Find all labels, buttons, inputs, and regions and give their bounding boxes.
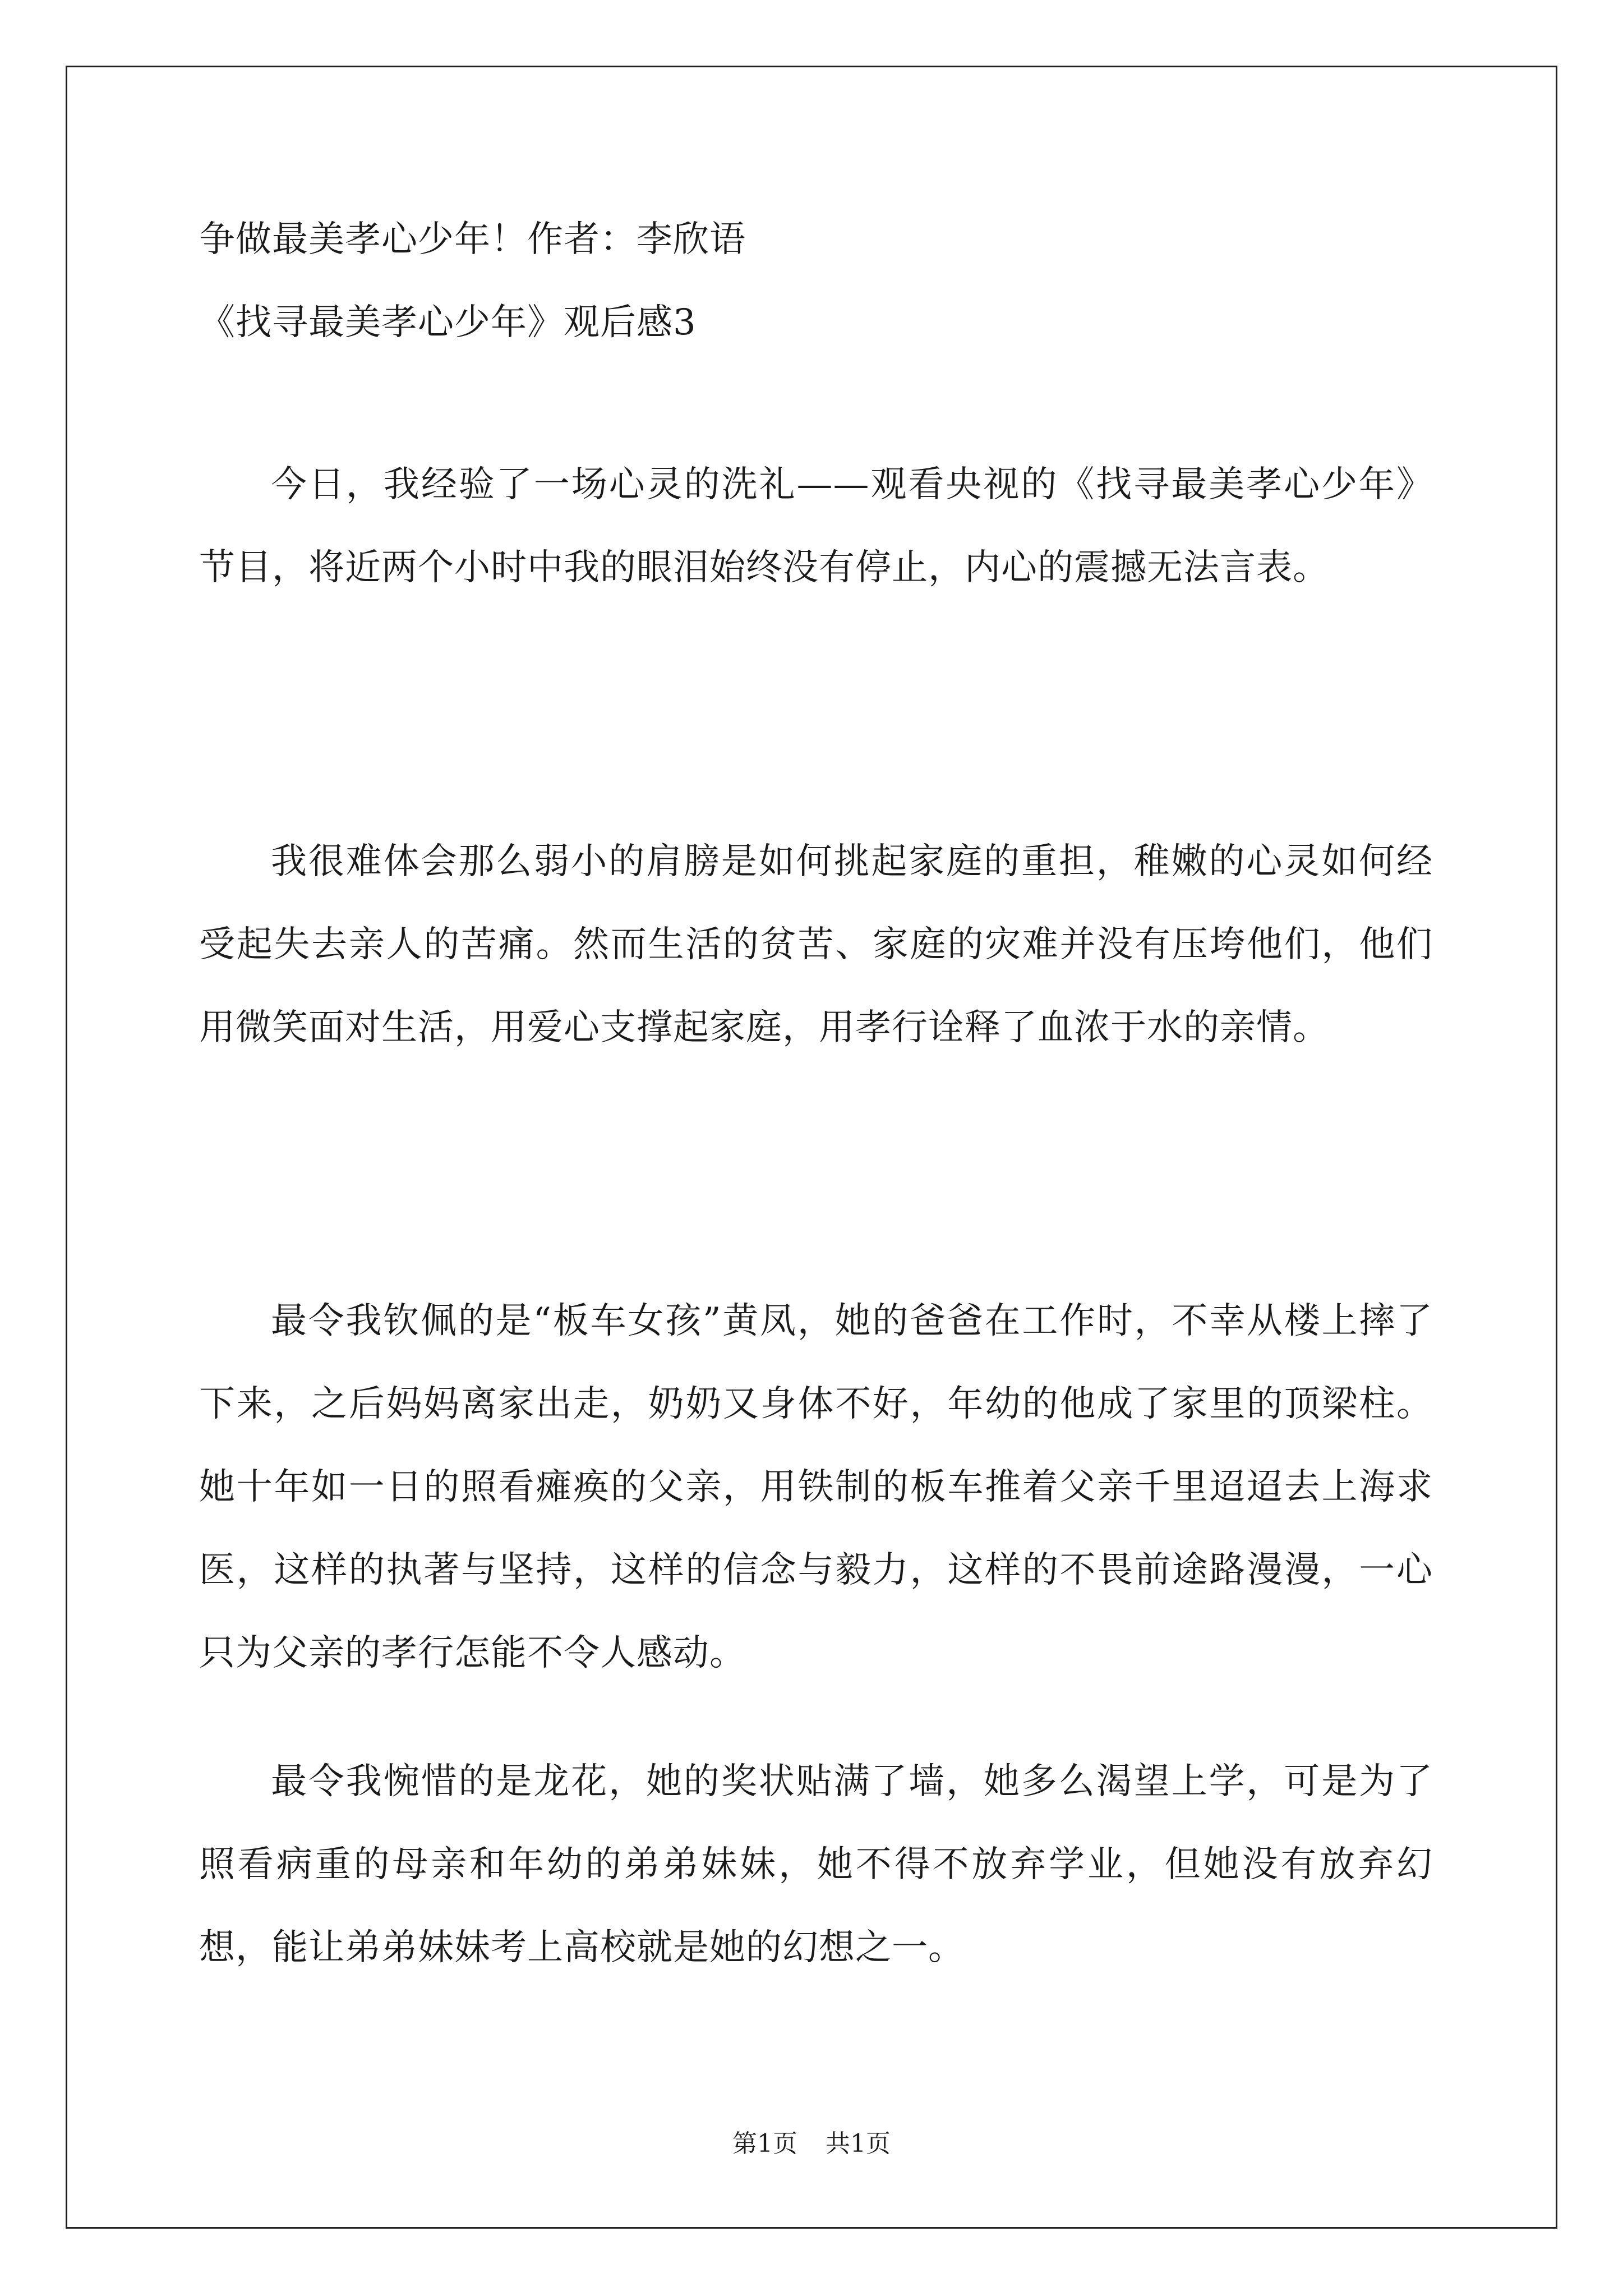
page-number-current: 第1页 <box>732 2129 797 2158</box>
paragraph-4: 最令我惋惜的是龙花，她的奖状贴满了墙，她多么渴望上学，可是为了照看病重的母亲和年幼的弟弟妹妹，她不得不放弃学业，但她没有放弃幻想，能让弟弟妹妹考上高校就是她的幻想之一。 <box>199 1761 1433 1968</box>
document-title-line: 争做最美孝心少年！作者：李欣语 <box>199 219 746 260</box>
page-number-total: 共1页 <box>826 2129 891 2158</box>
paragraph-1: 今日，我经验了一场心灵的洗礼——观看央视的《找寻最美孝心少年》节目，将近两个小时中我的眼泪始终没有停止，内心的震撼无法言表。 <box>199 464 1433 588</box>
page-footer <box>0 2129 1623 2158</box>
document-heading: 《找寻最美孝心少年》观后感3 <box>199 302 697 343</box>
paragraph-2: 我很难体会那么弱小的肩膀是如何挑起家庭的重担，稚嫩的心灵如何经受起失去亲人的苦痛。然而生活的贫苦、家庭的灾难并没有压垮他们，他们用微笑面对生活，用爱心支撑起家庭，用孝行诠释了血浓于水的亲情。 <box>199 841 1433 1048</box>
paragraph-3: 最令我钦佩的是“板车女孩”黄凤，她的爸爸在工作时，不幸从楼上摔了下来，之后妈妈离家出走，奶奶又身体不好，年幼的他成了家里的顶梁柱。她十年如一日的照看瘫痪的父亲，用铁制的板车推着父亲千里迢迢去上海求医，这样的执著与坚持，这样的信念与毅力，这样的不畏前途路漫漫，一心只为父亲的孝行怎能不令人感动。 <box>199 1300 1433 1674</box>
